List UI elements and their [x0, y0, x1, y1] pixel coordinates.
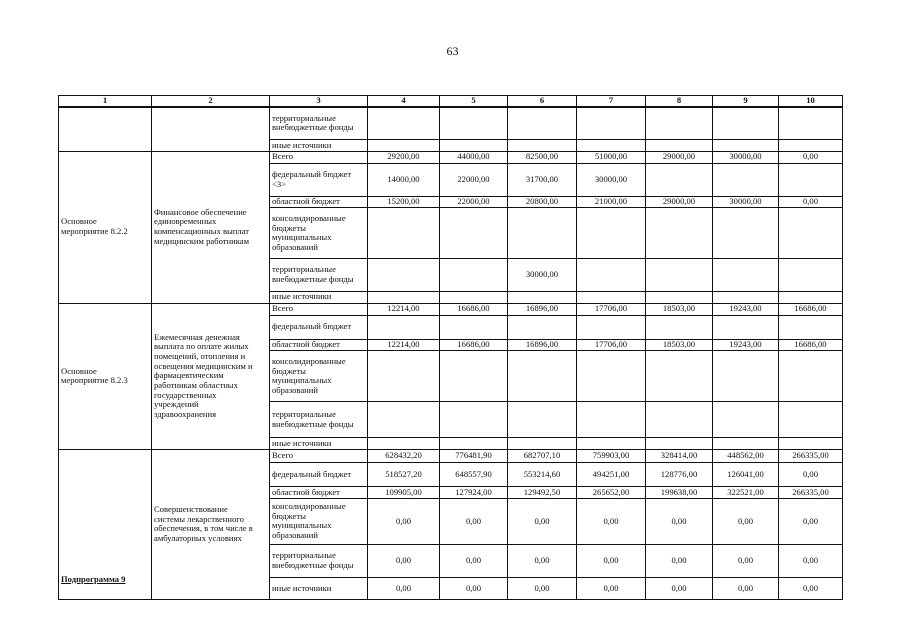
table-body — [59, 107, 843, 600]
amount-cell — [577, 258, 646, 291]
amount-cell — [508, 140, 577, 152]
amount-cell — [779, 258, 843, 291]
amount-cell — [577, 107, 646, 140]
amount-cell — [646, 291, 713, 303]
table-row — [59, 303, 843, 315]
amount-cell: 127924,00 — [440, 487, 508, 499]
amount-cell: 129492,50 — [508, 487, 577, 499]
funding-source-cell: областной бюджет — [270, 339, 368, 351]
funding-source-cell: консолидированные бюджеты муниципальных образований — [270, 498, 368, 544]
amount-cell — [368, 401, 440, 437]
amount-cell: 16686,00 — [440, 303, 508, 315]
amount-cell: 19243,00 — [713, 303, 779, 315]
column-header: 10 — [779, 96, 843, 107]
amount-cell: 30000,00 — [713, 151, 779, 163]
measure-description-cell — [152, 449, 270, 599]
amount-cell: 15200,00 — [368, 196, 440, 208]
amount-cell — [577, 438, 646, 450]
amount-cell — [713, 351, 779, 402]
amount-cell — [646, 107, 713, 140]
amount-cell — [713, 291, 779, 303]
amount-cell — [713, 315, 779, 339]
amount-cell — [508, 401, 577, 437]
funding-source-cell: консолидированные бюджеты муниципальных образований — [270, 351, 368, 402]
amount-cell: 17706,00 — [577, 339, 646, 351]
amount-cell — [577, 291, 646, 303]
amount-cell: 30000,00 — [577, 163, 646, 196]
amount-cell — [646, 315, 713, 339]
amount-cell: 0,00 — [440, 577, 508, 599]
amount-cell — [779, 107, 843, 140]
amount-cell: 0,00 — [646, 498, 713, 544]
column-header: 2 — [152, 96, 270, 107]
funding-source-cell: консолидированные бюджеты муниципальных образований — [270, 208, 368, 259]
amount-cell — [646, 140, 713, 152]
amount-cell — [779, 163, 843, 196]
amount-cell: 322521,00 — [713, 487, 779, 499]
amount-cell — [440, 107, 508, 140]
amount-cell — [713, 140, 779, 152]
table-row — [59, 151, 843, 163]
amount-cell — [368, 107, 440, 140]
column-header: 3 — [270, 96, 368, 107]
amount-cell — [577, 208, 646, 259]
table-row — [59, 449, 843, 462]
amount-cell: 30000,00 — [713, 196, 779, 208]
amount-cell: 0,00 — [440, 498, 508, 544]
funding-source-cell: иные источники — [270, 140, 368, 152]
amount-cell: 266335,00 — [779, 449, 843, 462]
column-header: 8 — [646, 96, 713, 107]
amount-cell — [646, 401, 713, 437]
amount-cell: 16686,00 — [440, 339, 508, 351]
amount-cell: 0,00 — [779, 577, 843, 599]
amount-cell — [646, 351, 713, 402]
amount-cell: 448562,00 — [713, 449, 779, 462]
measure-name-cell — [59, 449, 152, 599]
funding-source-cell: федеральный бюджет <3> — [270, 163, 368, 196]
amount-cell: 0,00 — [440, 544, 508, 577]
amount-cell: 12214,00 — [368, 303, 440, 315]
amount-cell: 0,00 — [368, 544, 440, 577]
funding-source-cell: территориальные внебюджетные фонды — [270, 258, 368, 291]
amount-cell: 0,00 — [577, 544, 646, 577]
amount-cell — [646, 258, 713, 291]
measure-name: Основное мероприятие 8.2.3 — [61, 365, 128, 386]
amount-cell: 29000,00 — [646, 196, 713, 208]
amount-cell: 51000,00 — [577, 151, 646, 163]
amount-cell — [577, 140, 646, 152]
page-number: 63 — [446, 44, 459, 58]
funding-source-cell: Всего — [270, 303, 368, 315]
amount-cell — [577, 351, 646, 402]
amount-cell — [713, 258, 779, 291]
amount-cell — [440, 140, 508, 152]
amount-cell — [368, 140, 440, 152]
amount-cell: 518527,20 — [368, 462, 440, 486]
amount-cell: 0,00 — [779, 462, 843, 486]
amount-cell: 0,00 — [577, 577, 646, 599]
amount-cell: 14000,00 — [368, 163, 440, 196]
amount-cell — [508, 291, 577, 303]
column-header: 6 — [508, 96, 577, 107]
amount-cell: 29000,00 — [646, 151, 713, 163]
amount-cell — [440, 291, 508, 303]
measure-name: Основное мероприятие 8.2.2 — [61, 216, 128, 237]
amount-cell — [440, 258, 508, 291]
amount-cell: 0,00 — [646, 577, 713, 599]
amount-cell: 0,00 — [713, 577, 779, 599]
amount-cell: 0,00 — [713, 544, 779, 577]
amount-cell: 16686,00 — [779, 303, 843, 315]
measure-description-cell — [152, 303, 270, 449]
amount-cell — [577, 401, 646, 437]
amount-cell — [368, 258, 440, 291]
column-header: 7 — [577, 96, 646, 107]
amount-cell: 0,00 — [779, 544, 843, 577]
amount-cell: 0,00 — [508, 498, 577, 544]
amount-cell — [577, 315, 646, 339]
amount-cell: 0,00 — [779, 498, 843, 544]
amount-cell: 0,00 — [508, 577, 577, 599]
amount-cell: 126041,00 — [713, 462, 779, 486]
amount-cell: 553214,60 — [508, 462, 577, 486]
amount-cell — [368, 438, 440, 450]
amount-cell — [368, 208, 440, 259]
amount-cell: 31700,00 — [508, 163, 577, 196]
budget-table — [58, 95, 843, 600]
funding-source-cell: областной бюджет — [270, 487, 368, 499]
amount-cell — [508, 315, 577, 339]
column-header: 1 — [59, 96, 152, 107]
amount-cell: 18503,00 — [646, 303, 713, 315]
amount-cell: 12214,00 — [368, 339, 440, 351]
amount-cell — [508, 351, 577, 402]
amount-cell — [713, 401, 779, 437]
header-row — [59, 96, 843, 107]
table-row — [59, 107, 843, 140]
amount-cell: 19243,00 — [713, 339, 779, 351]
amount-cell — [646, 208, 713, 259]
amount-cell: 266335,00 — [779, 487, 843, 499]
amount-cell — [779, 140, 843, 152]
amount-cell — [440, 315, 508, 339]
amount-cell — [779, 401, 843, 437]
amount-cell: 0,00 — [713, 498, 779, 544]
amount-cell: 0,00 — [779, 151, 843, 163]
amount-cell — [646, 438, 713, 450]
funding-source-cell: Всего — [270, 151, 368, 163]
amount-cell — [646, 163, 713, 196]
amount-cell: 0,00 — [577, 498, 646, 544]
amount-cell: 22000,00 — [440, 196, 508, 208]
amount-cell: 29200,00 — [368, 151, 440, 163]
amount-cell: 16896,00 — [508, 339, 577, 351]
measure-description-cell — [152, 151, 270, 303]
empty-description-cell — [152, 107, 270, 152]
amount-cell: 328414,00 — [646, 449, 713, 462]
amount-cell: 44000,00 — [440, 151, 508, 163]
amount-cell: 18503,00 — [646, 339, 713, 351]
funding-source-cell: Всего — [270, 449, 368, 462]
empty-name-cell — [59, 107, 152, 152]
measure-description: Совершенствование системы лекарственного обеспечения, в том числе в амбулаторных условиях — [154, 504, 253, 544]
column-header: 5 — [440, 96, 508, 107]
amount-cell: 628432,20 — [368, 449, 440, 462]
amount-cell — [779, 315, 843, 339]
funding-source-cell: иные источники — [270, 291, 368, 303]
amount-cell — [368, 351, 440, 402]
amount-cell: 759903,00 — [577, 449, 646, 462]
amount-cell: 0,00 — [368, 498, 440, 544]
funding-source-cell: областной бюджет — [270, 196, 368, 208]
funding-source-cell: федеральный бюджет — [270, 315, 368, 339]
measure-description: Финансовое обеспечение единовременных компенсационных выплат медицинским работникам — [154, 206, 250, 246]
amount-cell: 0,00 — [646, 544, 713, 577]
amount-cell: 128776,00 — [646, 462, 713, 486]
amount-cell — [508, 438, 577, 450]
amount-cell: 17706,00 — [577, 303, 646, 315]
column-header: 4 — [368, 96, 440, 107]
funding-source-cell: иные источники — [270, 438, 368, 450]
measure-name-cell — [59, 151, 152, 303]
amount-cell — [779, 438, 843, 450]
amount-cell — [779, 351, 843, 402]
amount-cell — [713, 438, 779, 450]
amount-cell: 199638,00 — [646, 487, 713, 499]
measure-description: Ежемесячная денежная выплата по оплате жилых помещений, отопления и освещения медицинским и фармацевтическим работникам областных государственных учреждений здравоохранения — [154, 331, 253, 419]
amount-cell: 30000,00 — [508, 258, 577, 291]
measure-name: Подпрограмма 9 — [61, 573, 126, 584]
amount-cell — [779, 291, 843, 303]
funding-source-cell: территориальные внебюджетные фонды — [270, 544, 368, 577]
amount-cell: 16686,00 — [779, 339, 843, 351]
amount-cell: 16896,00 — [508, 303, 577, 315]
amount-cell — [508, 208, 577, 259]
amount-cell: 682707,10 — [508, 449, 577, 462]
amount-cell — [440, 351, 508, 402]
amount-cell: 494251,00 — [577, 462, 646, 486]
amount-cell — [779, 208, 843, 259]
amount-cell: 776481,90 — [440, 449, 508, 462]
funding-source-cell: территориальные внебюджетные фонды — [270, 401, 368, 437]
amount-cell: 20800,00 — [508, 196, 577, 208]
amount-cell — [508, 107, 577, 140]
amount-cell: 265652,00 — [577, 487, 646, 499]
measure-name-cell — [59, 303, 152, 449]
amount-cell: 648557,90 — [440, 462, 508, 486]
amount-cell — [368, 291, 440, 303]
amount-cell: 21000,00 — [577, 196, 646, 208]
amount-cell: 0,00 — [368, 577, 440, 599]
amount-cell: 0,00 — [779, 196, 843, 208]
amount-cell — [713, 208, 779, 259]
funding-source-cell: федеральный бюджет — [270, 462, 368, 486]
funding-source-cell: территориальные внебюджетные фонды — [270, 107, 368, 140]
amount-cell — [368, 315, 440, 339]
amount-cell — [440, 208, 508, 259]
amount-cell: 0,00 — [508, 544, 577, 577]
amount-cell — [713, 163, 779, 196]
amount-cell: 22000,00 — [440, 163, 508, 196]
amount-cell — [713, 107, 779, 140]
amount-cell: 109905,00 — [368, 487, 440, 499]
column-header: 9 — [713, 96, 779, 107]
funding-source-cell: иные источники — [270, 577, 368, 599]
amount-cell — [440, 438, 508, 450]
amount-cell: 82500,00 — [508, 151, 577, 163]
amount-cell — [440, 401, 508, 437]
